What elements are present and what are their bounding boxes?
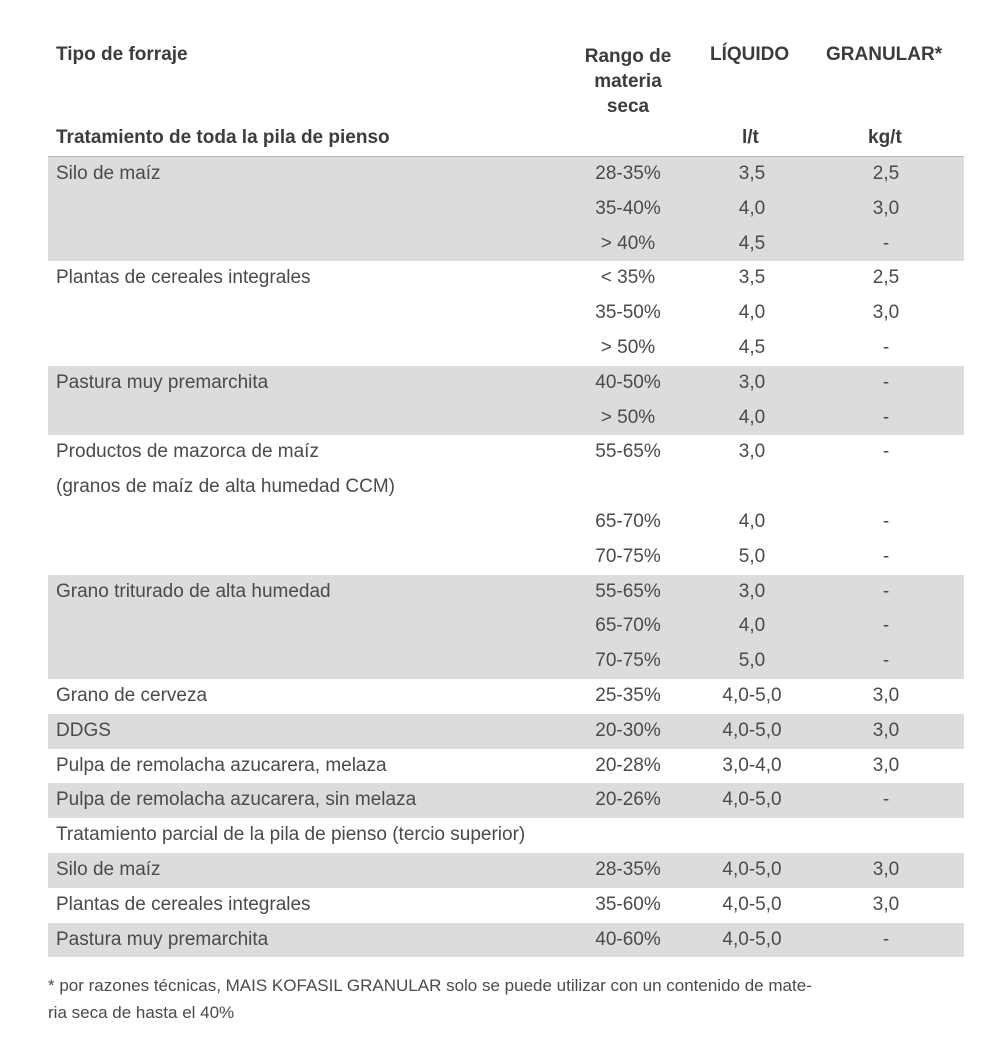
row-granular-dose: - [882, 789, 890, 811]
row-liquid-dose: 4,0 [738, 406, 766, 428]
row-granular-dose: 3,0 [872, 302, 900, 324]
row-granular-dose: - [882, 406, 890, 428]
footnote-line-1: * por razones técnicas, MAIS KOFASIL GRANULAR solo se puede utilizar con un contenido de mate- [48, 976, 812, 995]
row-liquid-dose: 3,0 [738, 580, 766, 602]
row-dry-matter-range: 70-75% [595, 545, 661, 567]
row-liquid-dose: 3,0 [738, 441, 766, 463]
row-granular-dose: - [882, 928, 890, 950]
table-row [48, 331, 964, 366]
row-dry-matter-range: 40-60% [595, 928, 661, 950]
row-label: Pulpa de remolacha azucarera, sin melaza [56, 789, 417, 811]
row-dry-matter-range: 25-35% [595, 684, 661, 706]
table-row [48, 157, 964, 192]
row-dry-matter-range: 20-26% [595, 789, 661, 811]
column-header-liquid: LÍQUIDO [710, 44, 790, 65]
row-dry-matter-range: 70-75% [595, 650, 661, 672]
row-dry-matter-range: < 35% [600, 267, 656, 289]
table-row [48, 818, 964, 853]
table-row [48, 644, 964, 679]
row-granular-dose: - [882, 336, 890, 358]
row-granular-dose: 2,5 [872, 267, 900, 289]
row-dry-matter-range: 35-60% [595, 893, 661, 915]
row-granular-dose: 2,5 [872, 163, 900, 184]
table-row [48, 296, 964, 331]
unit-liquid: l/t [742, 127, 759, 148]
row-liquid-dose: 4,0-5,0 [722, 928, 782, 950]
row-dry-matter-range: 65-70% [595, 615, 661, 637]
row-label: (granos de maíz de alta humedad CCM) [56, 476, 395, 498]
row-liquid-dose: 4,0-5,0 [722, 719, 782, 741]
row-dry-matter-range: 35-50% [595, 302, 661, 324]
row-liquid-dose: 5,0 [738, 650, 766, 672]
table-row [48, 783, 964, 818]
unit-granular: kg/t [868, 127, 902, 148]
row-granular-dose: - [882, 510, 890, 532]
table-row [48, 470, 964, 505]
row-granular-dose: - [882, 441, 890, 463]
table-row [48, 575, 964, 610]
row-label: Grano triturado de alta humedad [56, 580, 331, 602]
row-dry-matter-range: 35-40% [595, 197, 661, 219]
table-header [48, 42, 964, 158]
row-granular-dose: - [882, 650, 890, 672]
table-row [48, 853, 964, 888]
row-liquid-dose: 4,0-5,0 [722, 858, 782, 880]
row-liquid-dose: 4,0-5,0 [722, 684, 782, 706]
row-label: Pastura muy premarchita [56, 371, 269, 393]
table-row [48, 192, 964, 227]
table-row [48, 749, 964, 784]
column-header-granular: GRANULAR* [826, 44, 943, 65]
row-dry-matter-range: > 50% [600, 406, 656, 428]
row-dry-matter-range: > 50% [600, 336, 656, 358]
row-liquid-dose: 3,0-4,0 [722, 754, 782, 776]
row-granular-dose: - [882, 545, 890, 567]
table-row [48, 714, 964, 749]
row-dry-matter-range: 20-28% [595, 754, 661, 776]
row-dry-matter-range: 40-50% [595, 371, 661, 393]
table-row [48, 609, 964, 644]
row-granular-dose: 3,0 [872, 197, 900, 219]
table-row [48, 540, 964, 575]
table-row [48, 923, 964, 958]
table-row [48, 261, 964, 296]
row-liquid-dose: 4,0 [738, 510, 766, 532]
row-dry-matter-range: 20-30% [595, 719, 661, 741]
row-liquid-dose: 5,0 [738, 545, 766, 567]
row-label: Pastura muy premarchita [56, 928, 269, 950]
row-liquid-dose: 4,5 [738, 232, 766, 254]
table-row [48, 888, 964, 923]
row-granular-dose: - [882, 232, 890, 254]
row-label: Silo de maíz [56, 858, 161, 880]
table-row [48, 401, 964, 436]
row-dry-matter-range: 65-70% [595, 510, 661, 532]
row-dry-matter-range: 55-65% [595, 441, 661, 463]
row-label: Plantas de cereales integrales [56, 267, 311, 289]
row-label: Plantas de cereales integrales [56, 893, 311, 915]
table-row [48, 366, 964, 401]
row-label: Tratamiento parcial de la pila de pienso (tercio superior) [56, 824, 526, 846]
section-heading-full-treatment: Tratamiento de toda la pila de pienso [56, 127, 390, 148]
row-granular-dose: 3,0 [872, 719, 900, 741]
row-label: DDGS [56, 719, 111, 741]
table-row [48, 227, 964, 262]
row-granular-dose: - [882, 371, 890, 393]
row-liquid-dose: 4,5 [738, 336, 766, 358]
table-body [48, 157, 964, 957]
row-liquid-dose: 4,0 [738, 615, 766, 637]
row-granular-dose: 3,0 [872, 684, 900, 706]
row-liquid-dose: 4,0 [738, 197, 766, 219]
row-liquid-dose: 4,0-5,0 [722, 893, 782, 915]
row-label: Productos de mazorca de maíz [56, 441, 319, 463]
row-granular-dose: - [882, 615, 890, 637]
row-dry-matter-range: > 40% [600, 232, 656, 254]
row-granular-dose: - [882, 580, 890, 602]
row-label: Grano de cerveza [56, 684, 208, 706]
column-header-forage-type: Tipo de forraje [56, 44, 188, 65]
row-label: Silo de maíz [56, 163, 161, 184]
footnote [48, 972, 948, 1026]
row-granular-dose: 3,0 [872, 858, 900, 880]
column-header-dry-matter-range: Rango de materia seca [584, 46, 672, 117]
row-liquid-dose: 4,0 [738, 302, 766, 324]
row-liquid-dose: 3,5 [738, 267, 766, 289]
row-label: Pulpa de remolacha azucarera, melaza [56, 754, 387, 776]
row-dry-matter-range: 55-65% [595, 580, 661, 602]
row-granular-dose: 3,0 [872, 754, 900, 776]
row-liquid-dose: 4,0-5,0 [722, 789, 782, 811]
footnote-line-2: ria seca de hasta el 40% [48, 1003, 235, 1022]
row-granular-dose: 3,0 [872, 893, 900, 915]
table-row [48, 679, 964, 714]
table-row [48, 435, 964, 470]
row-dry-matter-range: 28-35% [595, 163, 661, 184]
row-liquid-dose: 3,5 [738, 163, 766, 184]
row-liquid-dose: 3,0 [738, 371, 766, 393]
row-dry-matter-range: 28-35% [595, 858, 661, 880]
table-row [48, 505, 964, 540]
